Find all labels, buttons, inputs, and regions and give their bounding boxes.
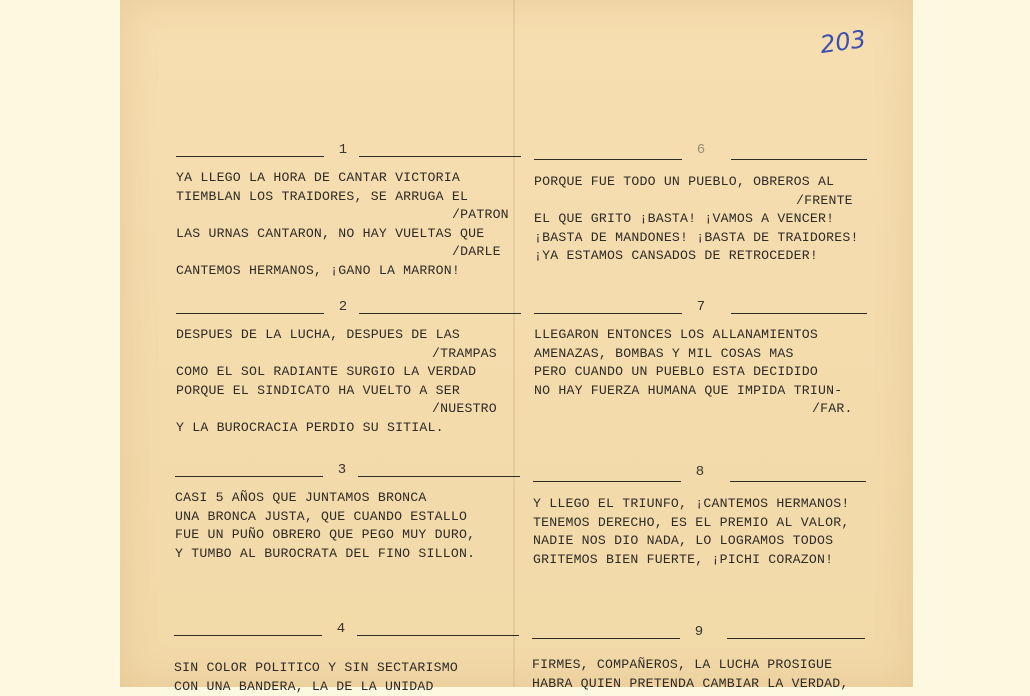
divider-rule bbox=[176, 156, 324, 157]
divider-rule bbox=[359, 156, 521, 157]
divider-rule bbox=[358, 476, 520, 477]
stanza-header bbox=[174, 624, 519, 642]
divider-rule bbox=[731, 313, 867, 314]
handwritten-page-number: 203 bbox=[818, 25, 867, 59]
verse-line-continuation: /FAR. bbox=[534, 400, 879, 419]
divider-rule bbox=[534, 159, 682, 160]
verse-line: SIN COLOR POLITICO Y SIN SECTARISMO bbox=[174, 659, 519, 678]
divider-rule bbox=[533, 481, 681, 482]
stanza-8 bbox=[533, 467, 878, 569]
divider-rule bbox=[359, 313, 521, 314]
divider-rule bbox=[174, 635, 322, 636]
verse-line: Y LA BUROCRACIA PERDIO SU SITIAL. bbox=[176, 419, 521, 438]
stanza-4 bbox=[174, 624, 519, 696]
verse-line: GRITEMOS BIEN FUERTE, ¡PICHI CORAZON! bbox=[533, 551, 878, 570]
verse-line-continuation: /DARLE bbox=[176, 243, 521, 262]
verse-line: COMO EL SOL RADIANTE SURGIO LA VERDAD bbox=[176, 363, 521, 382]
verse-line: EL QUE GRITO ¡BASTA! ¡VAMOS A VENCER! bbox=[534, 210, 879, 229]
verse-line-continuation: /PATRON bbox=[176, 206, 521, 225]
verse-line: AMENAZAS, BOMBAS Y MIL COSAS MAS bbox=[534, 345, 879, 364]
stanza-header bbox=[175, 465, 520, 483]
divider-rule bbox=[175, 476, 323, 477]
divider-rule bbox=[532, 638, 680, 639]
divider-rule bbox=[357, 635, 519, 636]
stanza-header bbox=[176, 302, 521, 320]
stanza-3 bbox=[175, 465, 520, 563]
divider-rule bbox=[731, 159, 867, 160]
divider-rule bbox=[730, 481, 866, 482]
verse-line: ¡BASTA DE MANDONES! ¡BASTA DE TRAIDORES! bbox=[534, 229, 879, 248]
divider-rule bbox=[176, 313, 324, 314]
stanza-header bbox=[534, 302, 879, 320]
stanza-header bbox=[534, 145, 879, 163]
verse-line: Y TUMBO AL BUROCRATA DEL FINO SILLON. bbox=[175, 545, 520, 564]
verse-line: LLEGARON ENTONCES LOS ALLANAMIENTOS bbox=[534, 326, 879, 345]
verse-line: ¡YA ESTAMOS CANSADOS DE RETROCEDER! bbox=[534, 247, 879, 266]
verse-line: NADIE NOS DIO NADA, LO LOGRAMOS TODOS bbox=[533, 532, 878, 551]
stanza-number: 7 bbox=[689, 299, 713, 315]
verse-line: DESPUES DE LA LUCHA, DESPUES DE LAS bbox=[176, 326, 521, 345]
stanza-header bbox=[176, 145, 521, 163]
verse-line: PORQUE FUE TODO UN PUEBLO, OBREROS AL bbox=[534, 173, 879, 192]
stanza-number: 3 bbox=[330, 462, 354, 478]
stanza-6 bbox=[534, 145, 879, 266]
verse-line-continuation: /NUESTRO bbox=[176, 400, 521, 419]
verse-line: FIRMES, COMPAÑEROS, LA LUCHA PROSIGUE bbox=[532, 656, 877, 675]
stanza-9 bbox=[532, 627, 877, 693]
verse-line: YA LLEGO LA HORA DE CANTAR VICTORIA bbox=[176, 169, 521, 188]
verse-line: CASI 5 AÑOS QUE JUNTAMOS BRONCA bbox=[175, 489, 520, 508]
verse-line: NO HAY FUERZA HUMANA QUE IMPIDA TRIUN- bbox=[534, 382, 879, 401]
stanza-number: 8 bbox=[688, 464, 712, 480]
verse-line-continuation: /FRENTE bbox=[534, 192, 879, 211]
stanza-number: 2 bbox=[331, 299, 355, 315]
verse-line: TENEMOS DERECHO, ES EL PREMIO AL VALOR, bbox=[533, 514, 878, 533]
stanza-7 bbox=[534, 302, 879, 419]
verse-line: HABRA QUIEN PRETENDA CAMBIAR LA VERDAD, bbox=[532, 675, 877, 694]
verse-line: PORQUE EL SINDICATO HA VUELTO A SER bbox=[176, 382, 521, 401]
verse-line: TIEMBLAN LOS TRAIDORES, SE ARRUGA EL bbox=[176, 188, 521, 207]
divider-rule bbox=[534, 313, 682, 314]
stanza-header bbox=[532, 627, 877, 645]
stanza-1 bbox=[176, 145, 521, 280]
verse-line: CON UNA BANDERA, LA DE LA UNIDAD bbox=[174, 678, 519, 696]
verse-line: FUE UN PUÑO OBRERO QUE PEGO MUY DURO, bbox=[175, 526, 520, 545]
verse-line-continuation: /TRAMPAS bbox=[176, 345, 521, 364]
verse-line: CANTEMOS HERMANOS, ¡GANO LA MARRON! bbox=[176, 262, 521, 281]
stanza-number: 1 bbox=[331, 142, 355, 158]
stanza-header bbox=[533, 467, 878, 485]
verse-line: UNA BRONCA JUSTA, QUE CUANDO ESTALLO bbox=[175, 508, 520, 527]
verse-line: Y LLEGO EL TRIUNFO, ¡CANTEMOS HERMANOS! bbox=[533, 495, 878, 514]
stanza-2 bbox=[176, 302, 521, 437]
verse-line: PERO CUANDO UN PUEBLO ESTA DECIDIDO bbox=[534, 363, 879, 382]
stanza-number: 9 bbox=[687, 624, 711, 640]
stanza-number: 4 bbox=[329, 621, 353, 637]
verse-line: LAS URNAS CANTARON, NO HAY VUELTAS QUE bbox=[176, 225, 521, 244]
divider-rule bbox=[727, 638, 865, 639]
stanza-number: 6 bbox=[689, 142, 713, 158]
